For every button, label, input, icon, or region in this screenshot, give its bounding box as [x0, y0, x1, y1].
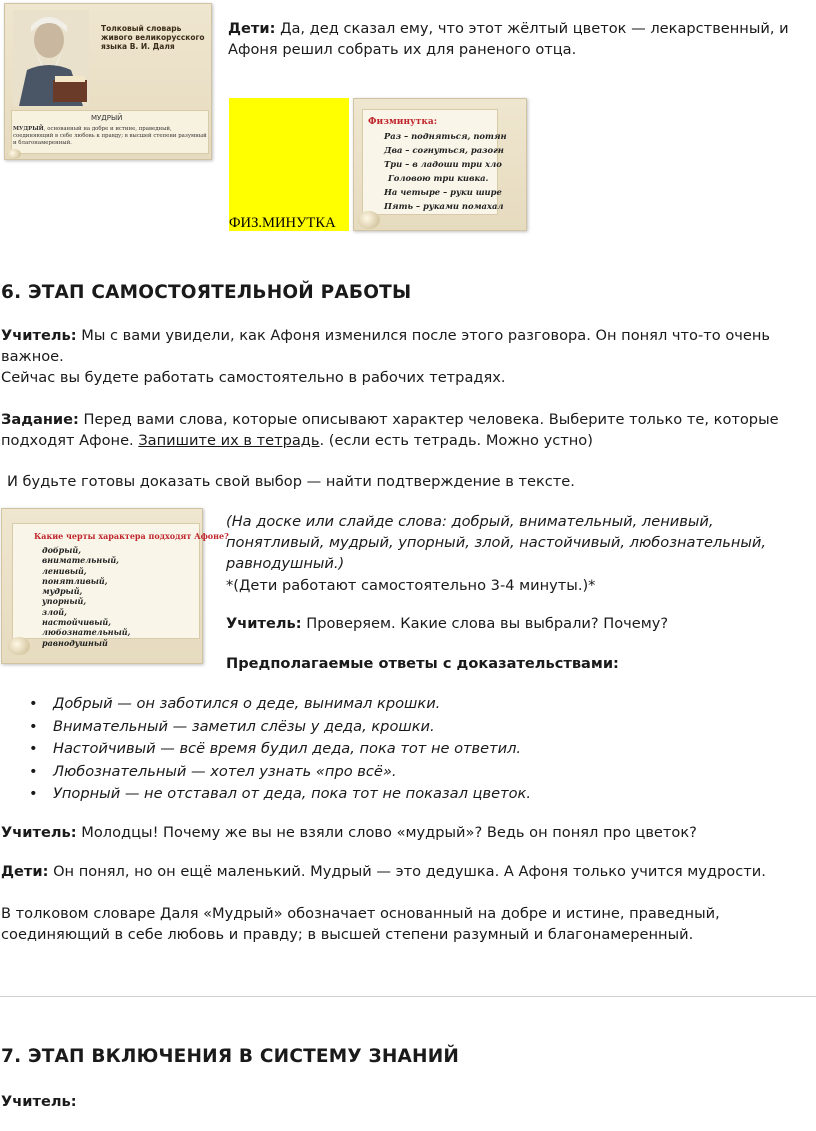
slide3-word: любознательный, — [42, 627, 131, 638]
task-underlined: Запишите их в тетрадь — [138, 432, 320, 449]
slide2-line: Раз – подняться, потян — [384, 131, 507, 141]
task-tail: . (если есть тетрадь. Можно устно) — [319, 432, 593, 449]
section6-heading: 6. ЭТАП САМОСТОЯТЕЛЬНОЙ РАБОТЫ — [1, 282, 412, 303]
kids-answer-paragraph — [228, 18, 800, 60]
section-divider — [0, 996, 816, 997]
slide1-def-bold: МУДРЫЙ — [13, 126, 44, 132]
answers-list — [0, 693, 800, 806]
slide3-word: настойчивый, — [42, 617, 112, 628]
slide1-word: МУДРЫЙ — [91, 114, 123, 122]
slide1-definition — [13, 126, 207, 147]
praise-paragraph — [1, 822, 806, 843]
slide1-def-text: , основанный на добре и истине, праведный, соединяющий в себе любовь к правду; в высшей степени разумный и благонамеренный. — [13, 126, 207, 146]
ready-paragraph: И будьте готовы доказать свой выбор — найти подтверждение в тексте. — [7, 473, 575, 490]
dal-definition-paragraph: В толковом словаре Даля «Мудрый» обозначает основанный на добре и истине, праведный, соединяющий в себе любовь и правду; в высшей степени разумный и благонамеренный. — [1, 905, 720, 943]
kids-speaker: Дети: — [228, 20, 276, 37]
list-item: • Настойчивый — всё время будил деда, пока тот не ответил. — [0, 738, 800, 761]
check-speaker: Учитель: — [226, 615, 302, 632]
slide3-title: Какие черты характера подходят Афоне? — [34, 531, 229, 541]
kids-reply-text: Он понял, но он ещё маленький. Мудрый — это дедушка. А Афоня только учится мудрости. — [53, 863, 766, 880]
section7-teacher-speaker: Учитель: — [1, 1093, 77, 1110]
slide3-words — [42, 545, 130, 648]
slide-fizminutka — [353, 98, 527, 231]
slide2-line: Два – согнуться, разогн — [384, 145, 504, 155]
work-time-note: *(Дети работают самостоятельно 3-4 минуты.)* — [226, 577, 596, 594]
slide3-word: добрый, — [42, 545, 82, 555]
slide3-word: понятливый, — [42, 575, 108, 586]
slide3-word: внимательный, — [42, 555, 119, 566]
board-words-note: (На доске или слайде слова: добрый, внимательный, ленивый, понятливый, мудрый, упорный, злой, настойчивый, любознательный, равнодушный.) — [226, 513, 767, 572]
slide3-word: ленивый, — [42, 565, 87, 576]
answers-heading: Предполагаемые ответы с доказательствами: — [226, 655, 619, 672]
section7-heading: 7. ЭТАП ВКЛЮЧЕНИЯ В СИСТЕМУ ЗНАНИЙ — [1, 1046, 460, 1067]
list-item: • Добрый — он заботился о деде, вынимал крошки. — [0, 693, 800, 716]
teacher-paragraph-1 — [1, 325, 801, 388]
slide2-title: Физминутка: — [368, 117, 438, 127]
fizminutka-label: ФИЗ.МИНУТКА — [229, 215, 336, 231]
task-paragraph — [1, 409, 801, 451]
slide2-line: Три – в ладоши три хло — [384, 159, 502, 169]
list-item: • Внимательный — заметил слёзы у деда, крошки. — [0, 716, 800, 739]
slide3-word: злой, — [42, 606, 67, 617]
slide2-lines — [384, 129, 507, 213]
task-label: Задание: — [1, 411, 79, 428]
teacher-text-line2: Сейчас вы будете работать самостоятельно в рабочих тетрадях. — [1, 369, 506, 386]
list-item: • Упорный — не отставал от деда, пока тот не показал цветок. — [0, 783, 800, 806]
fizminutka-yellow-block — [229, 98, 349, 231]
praise-text: Молодцы! Почему же вы не взяли слово «мудрый»? Ведь он понял про цветок? — [81, 824, 697, 841]
slide1-title: Толковый словарь живого великорусского языка В. И. Даля — [101, 24, 205, 51]
praise-speaker: Учитель: — [1, 824, 77, 841]
kids-answer-text: Да, дед сказал ему, что этот жёлтый цветок — лекарственный, и Афоня решил собрать их для раненого отца. — [228, 20, 789, 58]
teacher-text: Мы с вами увидели, как Афоня изменился после этого разговора. Он понял что-то очень важное. — [1, 327, 770, 365]
list-item: • Любознательный — хотел узнать «про всё». — [0, 761, 800, 784]
slide-dal-dictionary — [4, 3, 212, 160]
slide2-line: Головою три кивка. — [388, 173, 489, 183]
slide3-word: упорный, — [42, 596, 87, 607]
slide3-word: мудрый, — [42, 586, 83, 597]
slide3-word: равнодушный — [42, 637, 108, 648]
dal-portrait-image — [13, 10, 89, 106]
teacher-speaker: Учитель: — [1, 327, 77, 344]
slide-character-traits — [1, 508, 229, 664]
slide2-line: На четыре – руки шире — [384, 187, 502, 197]
check-paragraph — [226, 613, 806, 634]
task-text: Перед вами слова, которые описывают характер человека. Выберите только те, которые подходят Афоне. — [1, 411, 779, 449]
check-text: Проверяем. Какие слова вы выбрали? Почему? — [306, 615, 669, 632]
slide2-line: Пять – руками помахал — [384, 201, 504, 211]
kids-reply-speaker: Дети: — [1, 863, 49, 880]
kids-reply-paragraph — [1, 861, 806, 882]
